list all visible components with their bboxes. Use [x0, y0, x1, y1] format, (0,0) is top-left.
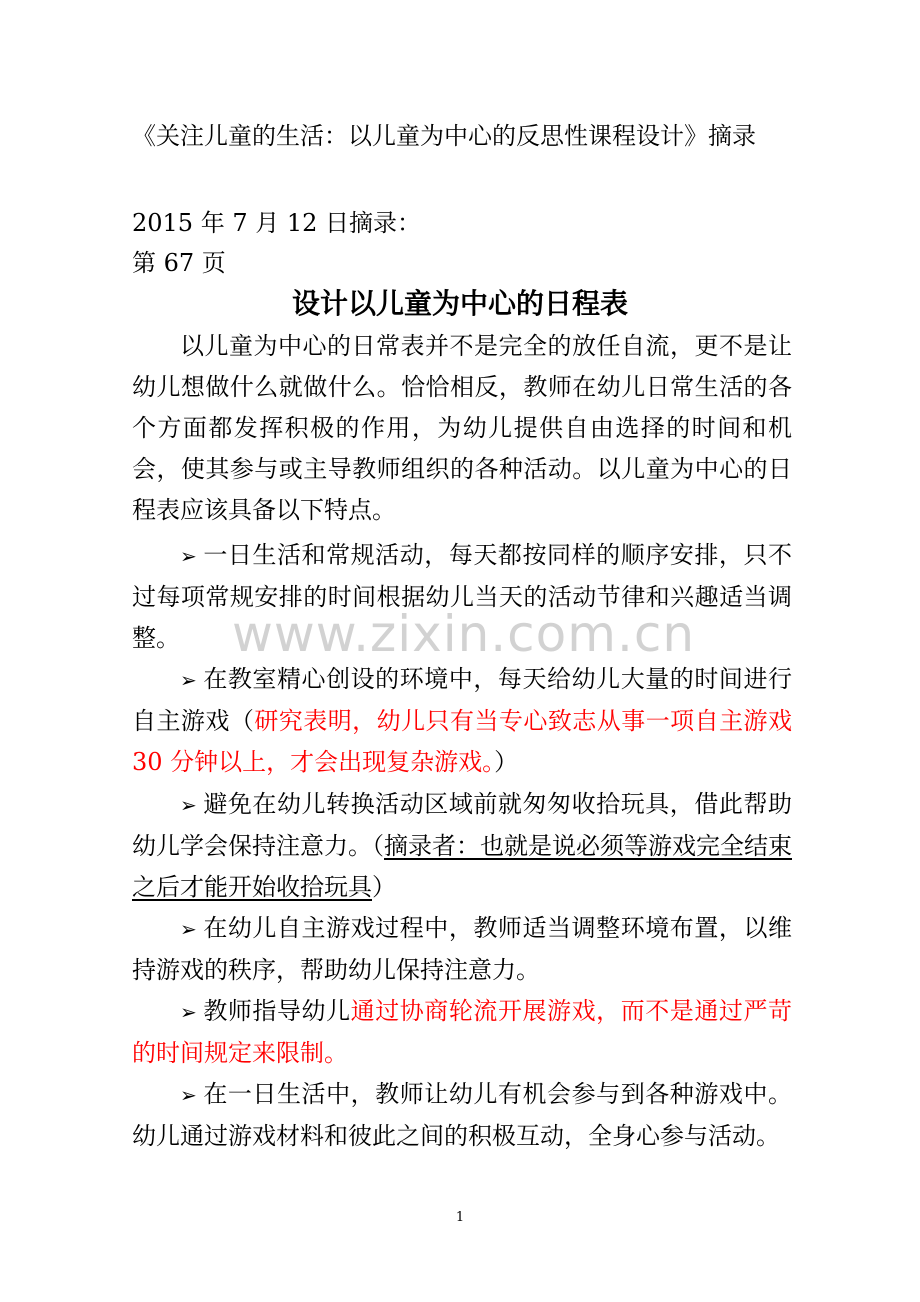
- date-line: 2015 年 7 月 12 日摘录：: [132, 209, 422, 237]
- arrowhead-bullet-icon: ➢: [180, 1000, 197, 1024]
- arrowhead-bullet-icon: ➢: [180, 544, 197, 568]
- bullet-text: 一日生活和常规活动，每天都按同样的顺序安排，只不过每项常规安排的时间根据幼儿当天的活动节律和兴趣适当调整。: [132, 541, 792, 652]
- bullet-text: 在教室精心创设的环境中，每天给幼儿大量的时间进行自主游戏（: [132, 665, 792, 735]
- bullet-text: 在幼儿自主游戏过程中，教师适当调整环境布置，以维持游戏的秩序，帮助幼儿保持注意力。: [132, 914, 792, 984]
- page-number: 1: [455, 1210, 465, 1225]
- arrowhead-bullet-icon: ➢: [180, 917, 197, 941]
- highlighted-text: 通过协商轮流开展游戏，而不是通过严苛的时间规定来限制。: [132, 997, 793, 1067]
- highlighted-text: 研究表明，幼儿只有当专心致志从事一项自主游戏 30 分钟以上，才会出现复杂游戏。: [132, 707, 793, 776]
- bullet-item: [132, 908, 792, 991]
- bullet-item: [132, 659, 792, 783]
- bullet-item: [132, 1074, 792, 1157]
- document-title: 《关注儿童的生活：以儿童为中心的反思性课程设计》摘录: [132, 122, 756, 150]
- bullet-text: 避免在幼儿转换活动区域前就匆匆收拾玩具，借此帮助幼儿学会保持注意力。（: [132, 790, 792, 860]
- bullet-text-end: ）: [494, 748, 519, 776]
- bullet-text: 在一日生活中，教师让幼儿有机会参与到各种游戏中。幼儿通过游戏材料和彼此之间的积极互动，全身心参与活动。: [132, 1080, 792, 1150]
- arrowhead-bullet-icon: ➢: [180, 1083, 197, 1107]
- page-reference: 第 67 页: [132, 249, 226, 277]
- intro-paragraph: 以儿童为中心的日常表并不是完全的放任自流，更不是让幼儿想做什么就做什么。恰恰相反，教师在幼儿日常生活的各个方面都发挥积极的作用，为幼儿提供自由选择的时间和机会，使其参与或主导教师组织的各种活动。以儿童为中心的日程表应该具备以下特点。: [132, 332, 792, 524]
- bullet-item: [132, 991, 792, 1074]
- watermark: www.zixin.com.cn: [232, 605, 696, 663]
- arrowhead-bullet-icon: ➢: [180, 668, 197, 692]
- bullet-text-end: ）: [372, 873, 396, 901]
- bullet-item: [132, 535, 792, 659]
- section-heading: 设计以儿童为中心的日程表: [291, 287, 628, 320]
- excerpter-note: 摘录者：也就是说必须等游戏完全结束之后才能开始收拾玩具: [132, 832, 792, 901]
- bullet-text: 教师指导幼儿: [202, 997, 351, 1025]
- arrowhead-bullet-icon: ➢: [180, 793, 197, 817]
- bullet-item: [132, 784, 792, 908]
